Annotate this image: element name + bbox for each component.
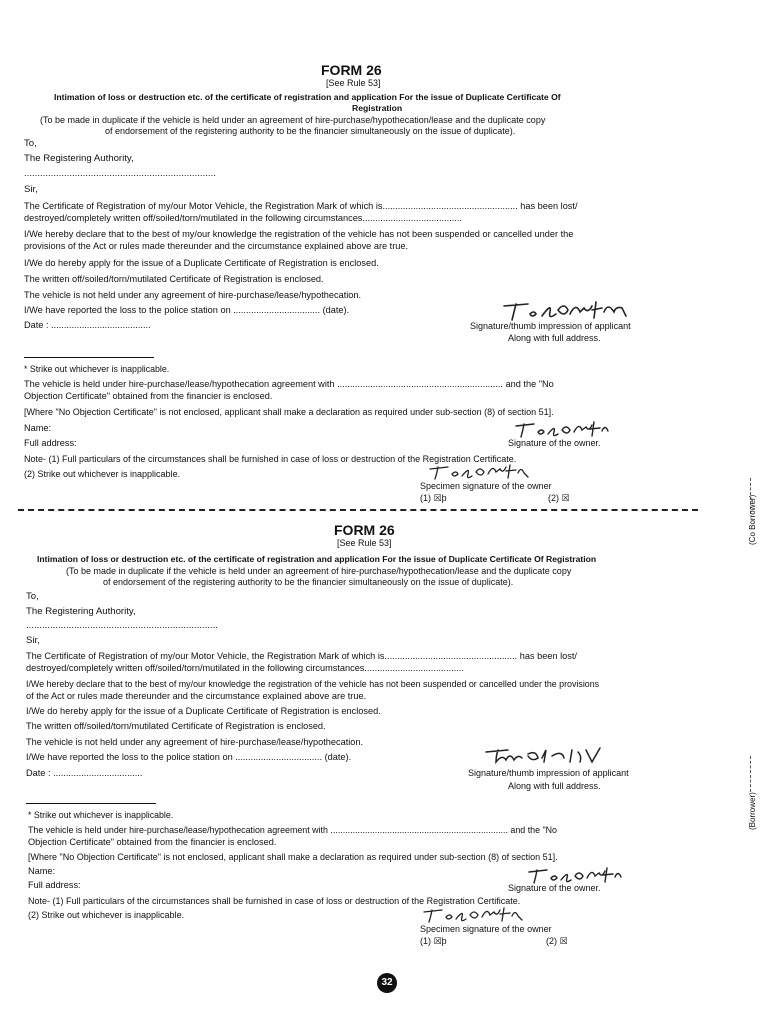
checkbox-icon: ☒ [433,937,442,947]
form-title: FORM 26 [321,62,382,78]
police-report-text: I/We have reported the loss to the police station on .................................. (date). [26,752,352,762]
specimen-2-label: (2) [546,936,557,946]
form-subheading-cont: of endorsement of the registering authority to be the financier simultaneously on the issue of duplicate). [103,577,514,587]
hire-purchase-text-cont: Objection Certificate" obtained from the financier is enclosed. [24,391,273,401]
declaration-text: I/We hereby declare that to the best of my/our knowledge the registration of the vehicle has not been suspended or cancelled under the provisions [26,679,600,689]
applicant-signature [482,744,612,768]
rule-reference: [See Rule 53] [326,78,381,88]
salutation: Sir, [24,184,38,195]
name-field: Name: [24,423,52,433]
form-heading: Intimation of loss or destruction etc. of the certificate of registration and application For the issue of Duplicate Certificate Of Registration [37,554,597,564]
certificate-lost-text: The Certificate of Registration of my/our Motor Vehicle, the Registration Mark of which is.................................................... has been lost/ [26,651,577,661]
owner-signature-label: Signature of the owner. [508,883,601,893]
specimen-1-label: (1) [420,936,431,946]
no-agreement-text: The vehicle is not held under any agreement of hire-purchase/lease/hypothecation. [26,737,364,747]
check-mark: þ [441,936,447,946]
borrower-label: (Borrower) [748,792,757,830]
specimen-2-label: (2) [548,493,559,503]
page-number: 32 [377,973,397,993]
signature-label: Signature/thumb impression of applicant [470,321,631,331]
form-subheading: (To be made in duplicate if the vehicle is held under an agreement of hire-purchase/hypothecation/lease and the duplicate copy [66,566,572,576]
specimen-label: Specimen signature of the owner [420,924,552,934]
police-report-text: I/We have reported the loss to the police station on .................................. (date). [24,305,350,315]
declaration-text-cont: of the Act or rules made thereunder and the circumstance explained above are true. [26,691,367,701]
enclosed-certificate-text: The written off/soiled/torn/mutilated Certificate of Registration is enclosed. [24,274,324,284]
note-1: Note- (1) Full particulars of the circumstances shall be furnished in case of loss or destruction of the Registration Certificate. [24,454,517,464]
certificate-lost-text-cont: destroyed/completely written off/soiled/torn/mutilated in the following circumstances....................................... [24,213,462,223]
form-subheading: (To be made in duplicate if the vehicle is held under an agreement of hire-purchase/hypothecation/lease and the duplicate copy [40,115,546,125]
hire-purchase-text-cont: Objection Certificate" obtained from the financier is enclosed. [28,837,277,847]
addressee-to: To, [26,591,39,602]
authority-blank: ........................................................................ [24,168,216,179]
specimen-slot-2 [548,492,570,505]
specimen-slot-2 [546,935,568,948]
rule-reference: [See Rule 53] [337,538,392,548]
address-label: Along with full address. [508,333,601,343]
address-label: Along with full address. [508,781,601,791]
apply-duplicate-text: I/We do hereby apply for the issue of a Duplicate Certificate of Registration is enclosed. [24,258,379,268]
specimen-label: Specimen signature of the owner [420,481,552,491]
specimen-slot-1 [420,935,447,948]
strike-note: * Strike out whichever is inapplicable. [28,810,174,820]
noc-declaration-text: [Where "No Objection Certificate" is not enclosed, applicant shall make a declaration as required under sub-section (8) of section 51]. [28,852,558,862]
registering-authority: The Registering Authority, [26,606,136,617]
certificate-lost-text-cont: destroyed/completely written off/soiled/torn/mutilated in the following circumstances....................................... [26,663,464,673]
registering-authority: The Registering Authority, [24,153,134,164]
hire-purchase-text: The vehicle is held under hire-purchase/lease/hypothecation agreement with ........................................................................ and the "No [28,825,557,835]
declaration-text: I/We hereby declare that to the best of my/our knowledge the registration of the vehicle has not been suspended or cancelled under the [24,229,574,239]
full-address-field: Full address: [24,438,77,448]
full-address-field: Full address: [28,880,81,890]
checkbox-icon: ☒ [559,937,568,947]
checkbox-icon: ☒ [561,494,570,504]
name-field: Name: [28,866,56,876]
divider [26,803,156,804]
hire-purchase-text: The vehicle is held under hire-purchase/lease/hypothecation agreement with ................................................................. and the "No [24,379,554,389]
date-field: Date : ................................... [26,768,143,778]
side-cut-line [750,756,751,792]
note-2: (2) Strike out whichever is inapplicable. [28,910,185,920]
no-agreement-text: The vehicle is not held under any agreement of hire-purchase/lease/hypothecation. [24,290,362,300]
salutation: Sir, [26,635,40,646]
specimen-1-label: (1) [420,493,431,503]
strike-note: * Strike out whichever is inapplicable. [24,364,170,374]
checkbox-icon: ☒ [433,494,442,504]
noc-declaration-text: [Where "No Objection Certificate" is not enclosed, applicant shall make a declaration as required under sub-section (8) of section 51]. [24,407,554,417]
cut-line [18,509,698,511]
note-2: (2) Strike out whichever is inapplicable. [24,469,181,479]
note-1: Note- (1) Full particulars of the circumstances shall be furnished in case of loss or destruction of the Registration Certificate. [28,896,521,906]
authority-blank: ........................................................................ [26,620,218,631]
specimen-signature [420,905,530,925]
form-title: FORM 26 [334,522,395,538]
date-field: Date : ....................................... [24,320,151,330]
form-heading: Intimation of loss or destruction etc. of the certificate of registration and application For the issue of Duplicate Certificate Of [54,92,561,102]
signature-label: Signature/thumb impression of applicant [468,768,629,778]
form-heading-cont: Registration [352,103,403,113]
certificate-lost-text: The Certificate of Registration of my/our Motor Vehicle, the Registration Mark of which is..................................................... has been lost/ [24,201,578,211]
declaration-text-cont: provisions of the Act or rules made thereunder and the circumstance explained above are true. [24,241,409,251]
form-subheading-cont: of endorsement of the registering authority to be the financier simultaneously on the issue of duplicate). [105,126,516,136]
divider [24,357,154,358]
specimen-signature [426,462,536,482]
enclosed-certificate-text: The written off/soiled/torn/mutilated Certificate of Registration is enclosed. [26,721,326,731]
check-mark: þ [441,493,447,503]
owner-signature-label: Signature of the owner. [508,438,601,448]
apply-duplicate-text: I/We do hereby apply for the issue of a Duplicate Certificate of Registration is enclosed. [26,706,381,716]
addressee-to: To, [24,138,37,149]
co-borrower-label: (Co Borrower) [748,494,757,545]
specimen-slot-1 [420,492,447,505]
